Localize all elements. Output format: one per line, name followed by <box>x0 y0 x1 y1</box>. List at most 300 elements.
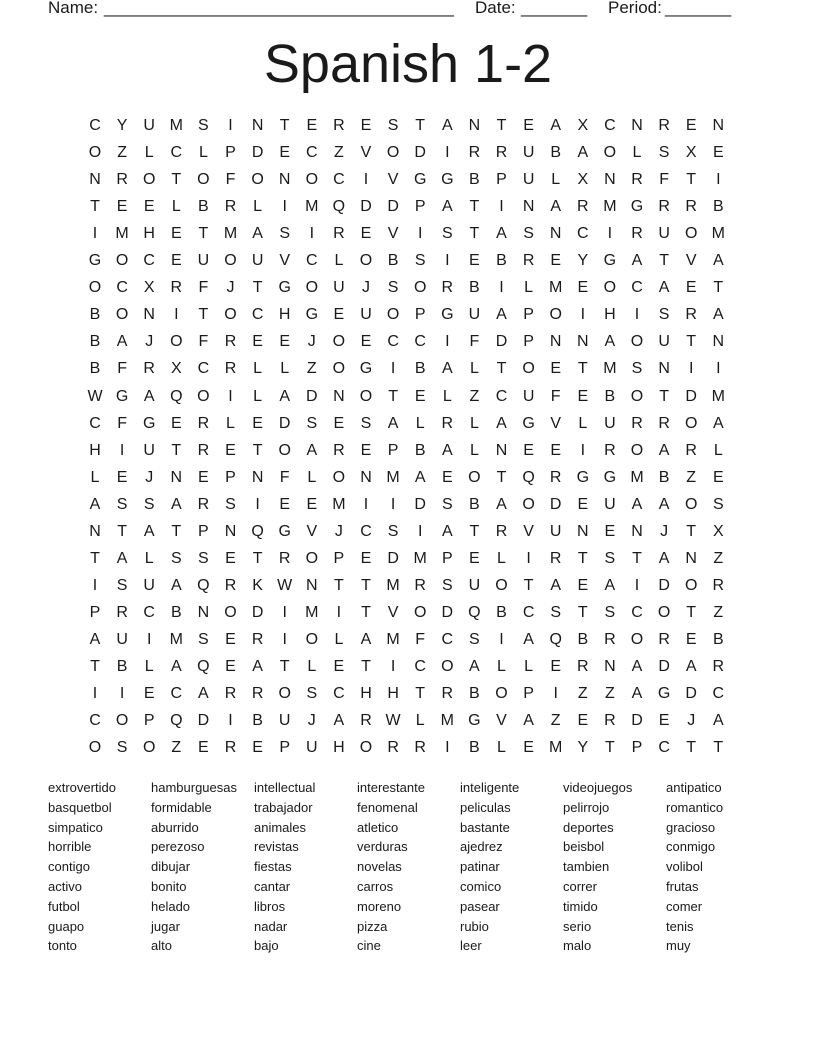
grid-letter[interactable]: A <box>631 252 643 270</box>
grid-letter[interactable]: T <box>415 685 426 703</box>
grid-letter[interactable]: C <box>441 630 454 648</box>
grid-letter[interactable]: O <box>522 360 535 378</box>
grid-letter[interactable]: G <box>359 360 373 378</box>
grid-letter[interactable]: L <box>144 549 154 567</box>
grid-letter[interactable]: L <box>497 739 506 757</box>
grid-letter[interactable]: A <box>89 630 101 648</box>
grid-letter[interactable]: B <box>414 441 426 459</box>
grid-letter[interactable]: E <box>577 712 589 730</box>
grid-letter[interactable]: R <box>658 414 670 432</box>
grid-letter[interactable]: S <box>387 117 399 134</box>
grid-letter[interactable]: R <box>631 171 643 189</box>
grid-letter[interactable]: T <box>577 360 588 378</box>
grid-letter[interactable]: O <box>413 279 427 297</box>
grid-letter[interactable]: M <box>305 603 319 621</box>
grid-letter[interactable]: V <box>279 252 291 270</box>
grid-letter[interactable]: R <box>441 685 454 703</box>
grid-letter[interactable]: O <box>170 333 183 351</box>
grid-letter[interactable]: B <box>198 198 209 216</box>
grid-letter[interactable]: P <box>523 306 534 324</box>
grid-letter[interactable]: E <box>712 144 724 162</box>
grid-letter[interactable]: E <box>577 576 589 594</box>
grid-letter[interactable]: Q <box>332 198 346 216</box>
grid-letter[interactable]: H <box>278 306 291 324</box>
grid-letter[interactable]: L <box>442 387 452 405</box>
grid-letter[interactable]: H <box>89 441 101 459</box>
grid-letter[interactable]: G <box>441 306 454 324</box>
period-field[interactable]: _______ <box>665 0 732 17</box>
grid-letter[interactable]: A <box>143 387 155 405</box>
grid-letter[interactable]: S <box>550 603 562 621</box>
grid-letter[interactable]: R <box>333 117 345 134</box>
grid-letter[interactable]: D <box>685 387 697 405</box>
grid-letter[interactable]: A <box>712 712 724 730</box>
grid-letter[interactable]: O <box>630 333 644 351</box>
grid-letter[interactable]: O <box>359 739 373 757</box>
grid-letter[interactable]: R <box>604 712 616 730</box>
grid-letter[interactable]: E <box>170 414 182 432</box>
grid-letter[interactable]: S <box>604 549 616 567</box>
grid-letter[interactable]: I <box>228 712 233 730</box>
grid-letter[interactable]: A <box>496 495 507 513</box>
grid-letter[interactable]: H <box>604 306 616 324</box>
grid-letter[interactable]: H <box>333 739 345 757</box>
grid-letter[interactable]: O <box>603 279 617 297</box>
grid-letter[interactable]: R <box>224 333 237 351</box>
grid-letter[interactable]: R <box>387 739 399 757</box>
grid-letter[interactable]: Z <box>713 549 724 567</box>
grid-letter[interactable]: E <box>523 117 534 134</box>
grid-letter[interactable]: S <box>414 252 426 270</box>
grid-letter[interactable]: V <box>685 252 697 270</box>
grid-letter[interactable]: T <box>279 658 290 675</box>
grid-letter[interactable]: F <box>279 468 290 486</box>
grid-letter[interactable]: B <box>469 279 480 297</box>
grid-letter[interactable]: C <box>577 225 589 243</box>
grid-letter[interactable]: T <box>171 522 182 540</box>
grid-letter[interactable]: M <box>305 198 319 216</box>
grid-letter[interactable]: D <box>387 198 399 216</box>
grid-letter[interactable]: Z <box>605 685 615 703</box>
grid-letter[interactable]: F <box>415 630 426 648</box>
grid-letter[interactable]: R <box>414 576 426 594</box>
grid-letter[interactable]: V <box>387 171 399 189</box>
grid-letter[interactable]: X <box>143 279 155 297</box>
grid-letter[interactable]: R <box>495 144 508 162</box>
grid-letter[interactable]: R <box>577 658 589 675</box>
grid-letter[interactable]: A <box>523 712 534 730</box>
grid-letter[interactable]: B <box>116 658 128 675</box>
grid-letter[interactable]: O <box>630 387 644 405</box>
grid-letter[interactable]: V <box>306 522 318 540</box>
grid-letter[interactable]: T <box>198 306 209 324</box>
grid-letter[interactable]: O <box>224 603 237 621</box>
grid-letter[interactable]: E <box>225 441 236 459</box>
grid-letter[interactable]: E <box>116 468 128 486</box>
grid-letter[interactable]: O <box>305 279 319 297</box>
grid-letter[interactable]: R <box>251 630 264 648</box>
grid-letter[interactable]: R <box>197 441 210 459</box>
grid-letter[interactable]: I <box>526 549 531 567</box>
grid-letter[interactable]: U <box>360 306 372 324</box>
grid-letter[interactable]: T <box>686 739 697 757</box>
grid-letter[interactable]: N <box>306 576 318 594</box>
grid-letter[interactable]: A <box>441 117 453 134</box>
grid-letter[interactable]: T <box>469 225 480 243</box>
grid-letter[interactable]: U <box>522 144 535 162</box>
grid-letter[interactable]: R <box>631 414 643 432</box>
grid-letter[interactable]: T <box>632 549 642 567</box>
grid-letter[interactable]: A <box>658 279 670 297</box>
grid-letter[interactable]: G <box>522 414 535 432</box>
grid-letter[interactable]: R <box>251 685 264 703</box>
grid-letter[interactable]: S <box>198 549 209 567</box>
grid-letter[interactable]: R <box>712 576 725 594</box>
grid-letter[interactable]: I <box>445 144 450 162</box>
grid-letter[interactable]: M <box>332 495 346 513</box>
grid-letter[interactable]: C <box>631 279 643 297</box>
grid-letter[interactable]: I <box>174 306 179 324</box>
grid-letter[interactable]: R <box>116 171 128 189</box>
grid-letter[interactable]: A <box>252 225 263 243</box>
grid-letter[interactable]: I <box>119 685 125 703</box>
grid-letter[interactable]: C <box>712 685 725 703</box>
grid-letter[interactable]: B <box>496 603 507 621</box>
grid-letter[interactable]: L <box>632 144 642 162</box>
grid-letter[interactable]: T <box>198 225 209 243</box>
grid-letter[interactable]: I <box>228 387 233 405</box>
grid-letter[interactable]: E <box>550 252 562 270</box>
grid-letter[interactable]: J <box>687 712 696 730</box>
grid-letter[interactable]: O <box>386 306 400 324</box>
grid-letter[interactable]: Q <box>549 630 562 648</box>
grid-letter[interactable]: E <box>360 117 372 134</box>
grid-letter[interactable]: C <box>251 306 264 324</box>
grid-letter[interactable]: P <box>523 685 534 703</box>
grid-letter[interactable]: O <box>522 495 535 513</box>
grid-letter[interactable]: N <box>631 117 643 134</box>
grid-letter[interactable]: T <box>252 441 263 459</box>
grid-letter[interactable]: O <box>88 739 102 757</box>
grid-letter[interactable]: I <box>417 522 423 540</box>
grid-letter[interactable]: O <box>88 144 102 162</box>
grid-letter[interactable]: V <box>523 522 534 540</box>
grid-letter[interactable]: E <box>469 252 480 270</box>
grid-letter[interactable]: I <box>499 279 504 297</box>
grid-letter[interactable]: R <box>224 685 237 703</box>
grid-letter[interactable]: D <box>549 495 562 513</box>
grid-letter[interactable]: O <box>684 414 698 432</box>
grid-letter[interactable]: J <box>362 279 370 297</box>
grid-letter[interactable]: T <box>686 522 697 540</box>
grid-letter[interactable]: A <box>577 144 589 162</box>
grid-letter[interactable]: I <box>363 495 369 513</box>
grid-letter[interactable]: D <box>414 495 426 513</box>
grid-letter[interactable]: F <box>117 414 127 432</box>
grid-letter[interactable]: P <box>414 198 426 216</box>
grid-letter[interactable]: B <box>577 630 589 648</box>
grid-letter[interactable]: V <box>496 712 507 730</box>
grid-letter[interactable]: D <box>441 603 454 621</box>
grid-letter[interactable]: S <box>441 225 453 243</box>
grid-letter[interactable]: L <box>226 414 235 432</box>
grid-letter[interactable]: C <box>170 144 183 162</box>
grid-letter[interactable]: O <box>332 360 346 378</box>
grid-letter[interactable]: L <box>334 252 344 270</box>
grid-letter[interactable]: T <box>659 387 669 405</box>
grid-letter[interactable]: N <box>251 117 264 134</box>
grid-letter[interactable]: O <box>630 630 644 648</box>
grid-letter[interactable]: D <box>685 685 697 703</box>
grid-letter[interactable]: C <box>522 603 535 621</box>
grid-letter[interactable]: R <box>278 549 291 567</box>
grid-letter[interactable]: S <box>523 225 534 243</box>
grid-letter[interactable]: I <box>445 252 450 270</box>
grid-letter[interactable]: B <box>170 603 182 621</box>
grid-letter[interactable]: J <box>145 468 154 486</box>
grid-letter[interactable]: I <box>634 306 640 324</box>
grid-letter[interactable]: A <box>170 576 182 594</box>
grid-letter[interactable]: I <box>445 333 450 351</box>
grid-letter[interactable]: D <box>658 576 670 594</box>
grid-letter[interactable]: D <box>658 658 670 675</box>
grid-letter[interactable]: O <box>115 252 129 270</box>
grid-letter[interactable]: U <box>333 279 345 297</box>
grid-letter[interactable]: N <box>278 171 291 189</box>
grid-letter[interactable]: A <box>306 441 318 459</box>
grid-letter[interactable]: N <box>522 198 535 216</box>
grid-letter[interactable]: R <box>549 549 562 567</box>
grid-letter[interactable]: E <box>685 279 697 297</box>
grid-letter[interactable]: A <box>198 685 209 703</box>
grid-letter[interactable]: G <box>630 198 644 216</box>
grid-letter[interactable]: M <box>386 468 400 486</box>
grid-letter[interactable]: B <box>89 360 101 378</box>
grid-letter[interactable]: A <box>550 117 562 134</box>
grid-letter[interactable]: D <box>495 333 508 351</box>
grid-letter[interactable]: H <box>360 685 372 703</box>
grid-letter[interactable]: S <box>469 630 480 648</box>
grid-letter[interactable]: O <box>359 387 373 405</box>
grid-letter[interactable]: Z <box>577 685 588 703</box>
grid-letter[interactable]: R <box>224 739 237 757</box>
grid-letter[interactable]: Z <box>686 468 697 486</box>
grid-letter[interactable]: I <box>445 739 450 757</box>
grid-letter[interactable]: C <box>604 117 616 134</box>
grid-letter[interactable]: A <box>441 198 453 216</box>
grid-letter[interactable]: T <box>361 658 371 675</box>
grid-letter[interactable]: A <box>387 414 399 432</box>
grid-letter[interactable]: G <box>657 685 671 703</box>
grid-letter[interactable]: G <box>413 171 427 189</box>
grid-letter[interactable]: X <box>577 117 589 134</box>
grid-letter[interactable]: E <box>333 306 345 324</box>
grid-letter[interactable]: D <box>387 549 399 567</box>
grid-letter[interactable]: M <box>169 117 183 134</box>
grid-letter[interactable]: O <box>88 279 102 297</box>
grid-letter[interactable]: O <box>684 495 698 513</box>
grid-letter[interactable]: T <box>577 549 588 567</box>
grid-letter[interactable]: A <box>631 495 643 513</box>
grid-letter[interactable]: S <box>279 225 291 243</box>
grid-letter[interactable]: O <box>630 441 644 459</box>
grid-letter[interactable]: E <box>550 441 562 459</box>
grid-letter[interactable]: R <box>712 658 725 675</box>
grid-letter[interactable]: S <box>631 360 643 378</box>
grid-letter[interactable]: E <box>577 387 589 405</box>
grid-letter[interactable]: P <box>333 549 345 567</box>
grid-letter[interactable]: E <box>523 441 534 459</box>
grid-letter[interactable]: R <box>414 739 426 757</box>
grid-letter[interactable]: A <box>712 252 724 270</box>
grid-letter[interactable]: E <box>550 360 562 378</box>
grid-letter[interactable]: Z <box>469 387 480 405</box>
grid-letter[interactable]: J <box>660 522 669 540</box>
grid-letter[interactable]: V <box>387 225 399 243</box>
grid-letter[interactable]: C <box>89 117 101 134</box>
grid-letter[interactable]: L <box>469 441 479 459</box>
grid-letter[interactable]: A <box>414 468 426 486</box>
grid-letter[interactable]: L <box>524 658 534 675</box>
grid-letter[interactable]: L <box>497 549 506 567</box>
grid-letter[interactable]: N <box>89 522 101 540</box>
grid-letter[interactable]: I <box>336 603 342 621</box>
grid-letter[interactable]: A <box>252 658 263 675</box>
grid-letter[interactable]: S <box>225 495 236 513</box>
grid-letter[interactable]: T <box>252 279 263 297</box>
grid-letter[interactable]: U <box>522 387 535 405</box>
grid-letter[interactable]: S <box>116 739 128 757</box>
grid-letter[interactable]: T <box>686 333 697 351</box>
grid-letter[interactable]: M <box>549 739 563 757</box>
grid-letter[interactable]: M <box>711 387 725 405</box>
grid-letter[interactable]: O <box>305 171 319 189</box>
grid-letter[interactable]: C <box>631 603 643 621</box>
grid-letter[interactable]: O <box>386 144 400 162</box>
grid-letter[interactable]: B <box>469 495 480 513</box>
grid-letter[interactable]: L <box>578 414 588 432</box>
grid-letter[interactable]: U <box>197 252 210 270</box>
grid-letter[interactable]: M <box>115 225 129 243</box>
grid-letter[interactable]: R <box>224 198 237 216</box>
grid-letter[interactable]: L <box>280 360 290 378</box>
grid-letter[interactable]: C <box>116 279 128 297</box>
grid-letter[interactable]: W <box>277 576 293 594</box>
grid-letter[interactable]: U <box>468 306 481 324</box>
grid-letter[interactable]: H <box>387 685 399 703</box>
grid-letter[interactable]: I <box>92 576 98 594</box>
grid-letter[interactable]: E <box>658 712 670 730</box>
grid-letter[interactable]: T <box>171 171 182 189</box>
grid-letter[interactable]: O <box>684 225 698 243</box>
grid-letter[interactable]: O <box>332 468 346 486</box>
grid-letter[interactable]: S <box>441 576 453 594</box>
grid-letter[interactable]: R <box>468 144 481 162</box>
grid-letter[interactable]: S <box>387 279 399 297</box>
grid-letter[interactable]: R <box>604 630 616 648</box>
grid-letter[interactable]: U <box>604 414 616 432</box>
grid-letter[interactable]: E <box>279 495 291 513</box>
grid-letter[interactable]: V <box>360 144 372 162</box>
grid-letter[interactable]: O <box>603 144 617 162</box>
grid-letter[interactable]: N <box>577 522 589 540</box>
grid-letter[interactable]: A <box>496 306 507 324</box>
grid-letter[interactable]: M <box>603 360 617 378</box>
grid-letter[interactable]: I <box>580 306 586 324</box>
grid-letter[interactable]: R <box>143 360 155 378</box>
grid-letter[interactable]: O <box>468 468 481 486</box>
grid-letter[interactable]: G <box>115 387 129 405</box>
grid-letter[interactable]: A <box>658 441 670 459</box>
grid-letter[interactable]: M <box>440 712 454 730</box>
grid-letter[interactable]: B <box>89 333 101 351</box>
grid-letter[interactable]: G <box>603 252 617 270</box>
grid-letter[interactable]: D <box>631 712 643 730</box>
grid-letter[interactable]: N <box>712 333 725 351</box>
grid-letter[interactable]: T <box>713 279 724 297</box>
grid-letter[interactable]: U <box>116 630 128 648</box>
grid-letter[interactable]: E <box>360 225 372 243</box>
grid-letter[interactable]: G <box>576 468 590 486</box>
grid-letter[interactable]: L <box>90 468 100 486</box>
grid-letter[interactable]: Z <box>171 739 182 757</box>
grid-letter[interactable]: Z <box>117 144 127 162</box>
grid-letter[interactable]: T <box>496 117 507 134</box>
grid-letter[interactable]: I <box>282 603 287 621</box>
grid-letter[interactable]: S <box>658 306 670 324</box>
grid-letter[interactable]: O <box>305 549 319 567</box>
grid-letter[interactable]: O <box>305 630 319 648</box>
grid-letter[interactable]: O <box>197 171 210 189</box>
grid-letter[interactable]: A <box>116 549 128 567</box>
grid-letter[interactable]: T <box>659 252 669 270</box>
grid-letter[interactable]: M <box>413 549 427 567</box>
grid-letter[interactable]: S <box>116 495 128 513</box>
grid-letter[interactable]: Z <box>334 144 344 162</box>
grid-letter[interactable]: J <box>145 333 154 351</box>
grid-letter[interactable]: M <box>630 468 644 486</box>
grid-letter[interactable]: O <box>278 441 291 459</box>
grid-letter[interactable]: P <box>496 171 507 189</box>
grid-letter[interactable]: T <box>252 549 263 567</box>
grid-letter[interactable]: X <box>577 171 589 189</box>
grid-letter[interactable]: O <box>332 333 346 351</box>
grid-letter[interactable]: B <box>604 387 616 405</box>
grid-letter[interactable]: N <box>495 441 508 459</box>
grid-letter[interactable]: C <box>495 387 508 405</box>
grid-letter[interactable]: E <box>170 225 182 243</box>
grid-letter[interactable]: G <box>441 171 454 189</box>
grid-letter[interactable]: F <box>225 171 236 189</box>
grid-letter[interactable]: N <box>631 522 643 540</box>
grid-letter[interactable]: I <box>607 225 613 243</box>
grid-letter[interactable]: E <box>550 658 562 675</box>
grid-letter[interactable]: J <box>307 333 316 351</box>
grid-letter[interactable]: O <box>441 658 454 675</box>
grid-letter[interactable]: L <box>415 712 425 730</box>
grid-letter[interactable]: P <box>198 522 209 540</box>
grid-letter[interactable]: D <box>306 387 318 405</box>
grid-letter[interactable]: N <box>333 387 345 405</box>
grid-letter[interactable]: R <box>333 441 345 459</box>
grid-letter[interactable]: L <box>469 360 479 378</box>
grid-letter[interactable]: D <box>251 603 264 621</box>
grid-letter[interactable]: P <box>523 333 534 351</box>
grid-letter[interactable]: U <box>468 576 481 594</box>
grid-letter[interactable]: T <box>415 117 426 134</box>
grid-letter[interactable]: Q <box>197 658 210 675</box>
grid-letter[interactable]: C <box>414 658 426 675</box>
